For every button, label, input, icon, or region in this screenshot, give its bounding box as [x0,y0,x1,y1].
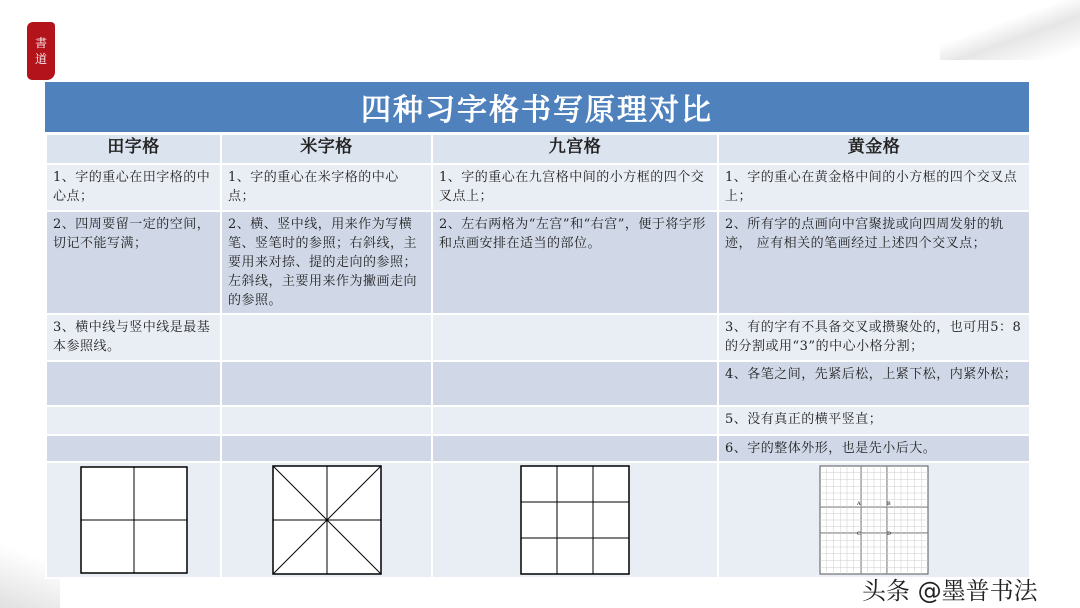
cell: 2、所有字的点画向中宫聚拢或向四周发射的轨迹， 应有相关的笔画经过上述四个交叉点； [718,211,1030,314]
cell [221,406,432,435]
table-row [46,406,1030,435]
mountain-decoration [940,0,1080,60]
cell: 5、没有真正的横平竖直； [718,406,1030,435]
cell [46,435,221,462]
cell [718,462,1030,578]
table-row [46,164,1030,211]
point-label: D [887,531,892,537]
table-row [46,361,1030,406]
cell [221,435,432,462]
cell: 6、字的整体外形，也是先小后大。 [718,435,1030,462]
header-huangjinge: 黄金格 [718,134,1030,164]
cell [432,462,718,578]
page-title: 四种习字格书写原理对比 [45,82,1029,132]
point-label: B [887,501,892,507]
cell [221,314,432,361]
cell [432,406,718,435]
huangjinge-grid [819,465,929,575]
cell [46,462,221,578]
header-tianzige: 田字格 [46,134,221,164]
table-row [46,211,1030,314]
seal-logo [27,22,55,80]
cell [221,462,432,578]
tianzige-grid [80,466,188,574]
point-label: A [857,501,862,507]
cell [432,435,718,462]
mizige-grid [272,465,382,575]
watermark: 头条 @墨普书法 [862,577,1038,605]
seal-char: 書 [34,36,47,50]
cell: 4、各笔之间，先紧后松，上紧下松，内紧外松； [718,361,1030,406]
cell: 1、字的重心在田字格的中心点； [46,164,221,211]
cell: 1、字的重心在米字格的中心点； [221,164,432,211]
cell: 1、字的重心在九宫格中间的小方框的四个交叉点上； [432,164,718,211]
cell [432,361,718,406]
header-mizige: 米字格 [221,134,432,164]
diagram-row [46,462,1030,578]
header-row [46,134,1030,164]
comparison-table [45,133,1031,579]
point-label: C [857,531,862,537]
cell: 2、四周要留一定的空间，切记不能写满； [46,211,221,314]
jiugongge-grid [520,465,630,575]
cell [432,314,718,361]
cell: 2、左右两格为“左宫”和“右宫”，便于将字形和点画安排在适当的部位。 [432,211,718,314]
seal-char: 道 [34,52,47,66]
cell [46,406,221,435]
cell: 3、有的字有不具备交叉或攒聚处的，也可用5：8的分割或用“3”的中心小格分割； [718,314,1030,361]
table-row [46,435,1030,462]
cell [221,361,432,406]
cell: 2、横、竖中线，用来作为写横笔、竖笔时的参照；右斜线，主要用来对捺、提的走向的参照；左斜线，主要用来作为撇画走向的参照。 [221,211,432,314]
cell: 3、横中线与竖中线是最基本参照线。 [46,314,221,361]
table-row [46,314,1030,361]
header-jiugongge: 九宫格 [432,134,718,164]
cell [46,361,221,406]
cell: 1、字的重心在黄金格中间的小方框的四个交叉点上； [718,164,1030,211]
